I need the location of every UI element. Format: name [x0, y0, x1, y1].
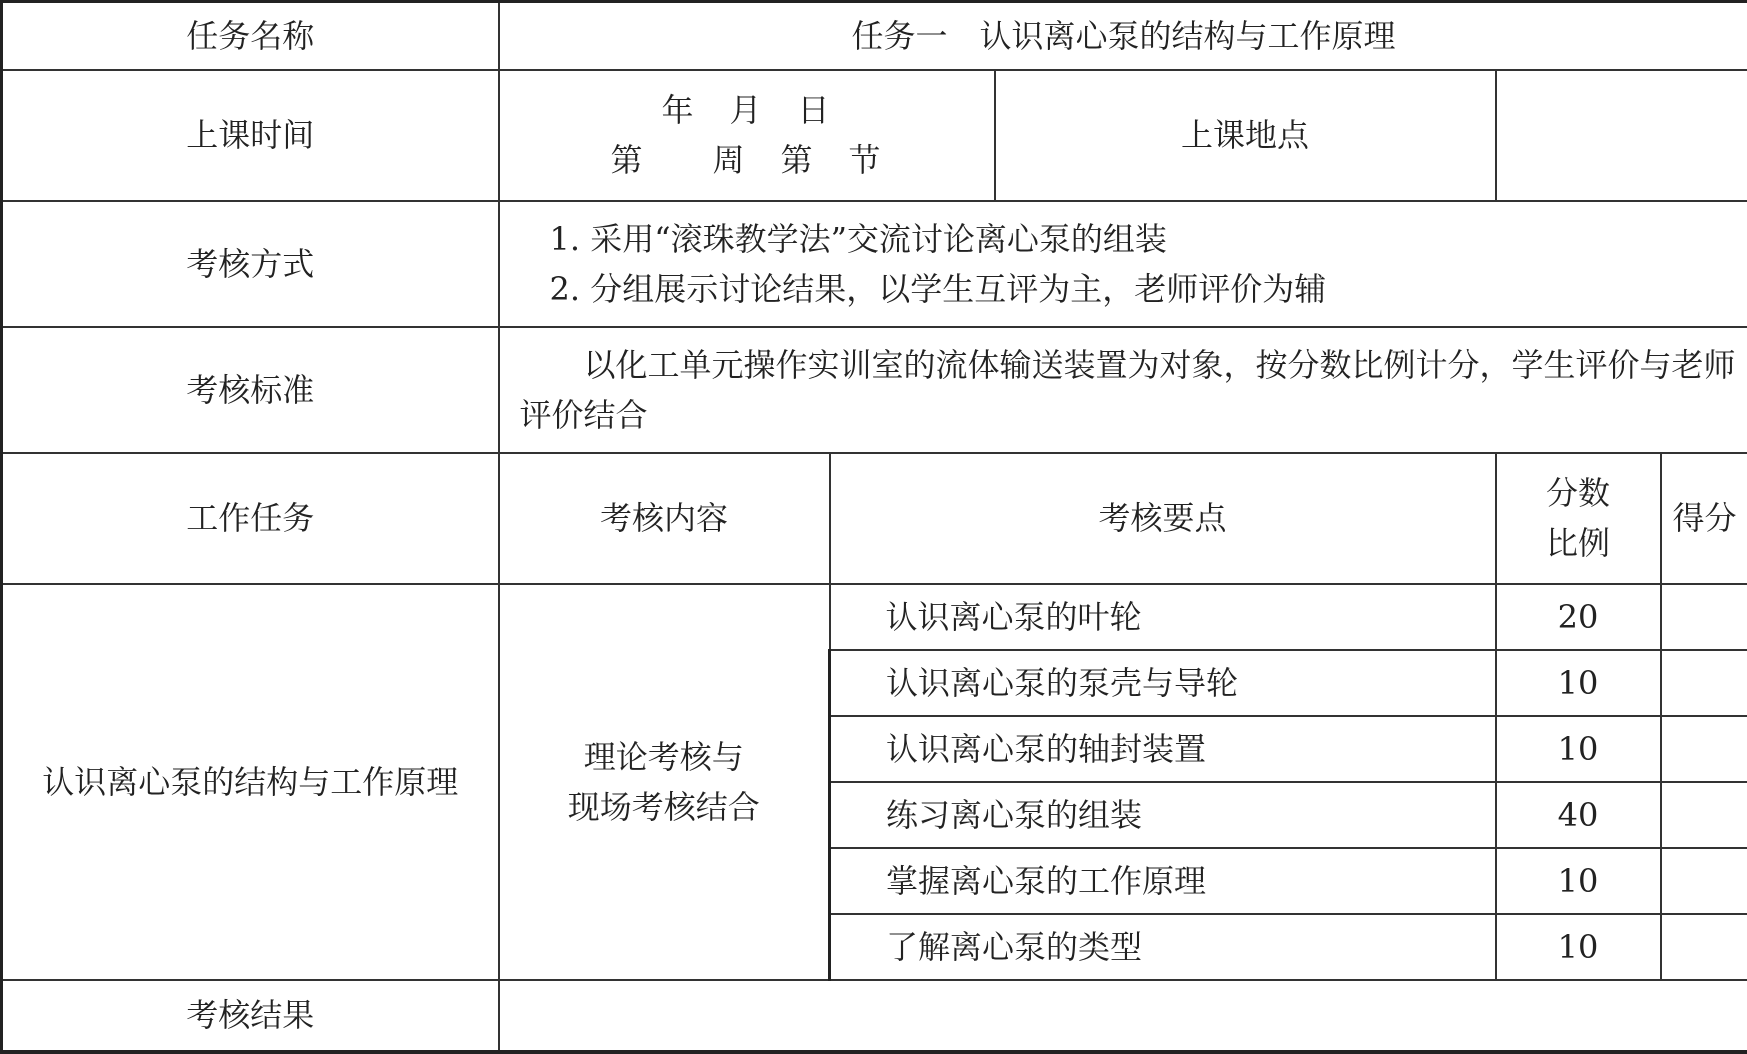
score-cell[interactable]: [1661, 782, 1747, 848]
score-ratio-line2: 比例: [1497, 518, 1660, 568]
content-line2: 现场考核结合: [500, 782, 829, 832]
ratio-cell: 40: [1496, 782, 1661, 848]
col-header-work-task: 工作任务: [2, 453, 499, 584]
week-line: 第 周 第 节: [500, 135, 994, 185]
table-row: [2, 584, 1747, 650]
class-location-value[interactable]: [1496, 70, 1747, 201]
key-point-cell: 认识离心泵的叶轮: [830, 584, 1496, 650]
ratio-cell: 10: [1496, 848, 1661, 914]
score-ratio-line1: 分数: [1497, 468, 1660, 518]
row-column-headers: [2, 453, 1747, 584]
class-location-label: 上课地点: [995, 70, 1496, 201]
class-time-value[interactable]: [499, 70, 995, 201]
assessment-standard-text: 以化工单元操作实训室的流体输送装置为对象，按分数比例计分，学生评价与老师评价结合: [499, 327, 1747, 453]
score-cell[interactable]: [1661, 650, 1747, 716]
col-header-score-ratio: [1496, 453, 1661, 584]
score-cell[interactable]: [1661, 716, 1747, 782]
assessment-method-item: 2. 分组展示讨论结果，以学生互评为主，老师评价为辅: [550, 264, 1747, 314]
result-value[interactable]: [499, 980, 1747, 1052]
ratio-cell: 10: [1496, 914, 1661, 980]
result-label: 考核结果: [2, 980, 499, 1052]
assessment-method-item: 1. 采用“滚珠教学法”交流讨论离心泵的组装: [550, 214, 1747, 264]
assessment-method-list: [499, 201, 1747, 327]
assessment-standard-label: 考核标准: [2, 327, 499, 453]
col-header-key-points: 考核要点: [830, 453, 1496, 584]
ratio-cell: 20: [1496, 584, 1661, 650]
task-name-value: 任务一 认识离心泵的结构与工作原理: [499, 2, 1747, 70]
content-line1: 理论考核与: [500, 732, 829, 782]
row-assessment-method: [2, 201, 1747, 327]
key-point-cell: 练习离心泵的组装: [830, 782, 1496, 848]
task-name-label: 任务名称: [2, 2, 499, 70]
row-schedule: [2, 70, 1747, 201]
row-result: [2, 980, 1747, 1052]
key-point-cell: 认识离心泵的轴封装置: [830, 716, 1496, 782]
row-assessment-standard: [2, 327, 1747, 453]
ratio-cell: 10: [1496, 716, 1661, 782]
content-cell: [499, 584, 830, 980]
score-cell[interactable]: [1661, 914, 1747, 980]
ratio-cell: 10: [1496, 650, 1661, 716]
row-task-name: [2, 2, 1747, 70]
col-header-score: 得分: [1661, 453, 1747, 584]
score-cell[interactable]: [1661, 848, 1747, 914]
key-point-cell: 了解离心泵的类型: [830, 914, 1496, 980]
key-point-cell: 认识离心泵的泵壳与导轮: [830, 650, 1496, 716]
work-task-cell: 认识离心泵的结构与工作原理: [2, 584, 499, 980]
class-time-label: 上课时间: [2, 70, 499, 201]
assessment-method-label: 考核方式: [2, 201, 499, 327]
score-cell[interactable]: [1661, 584, 1747, 650]
col-header-content: 考核内容: [499, 453, 830, 584]
date-line: 年 月 日: [500, 85, 994, 135]
key-point-cell: 掌握离心泵的工作原理: [830, 848, 1496, 914]
